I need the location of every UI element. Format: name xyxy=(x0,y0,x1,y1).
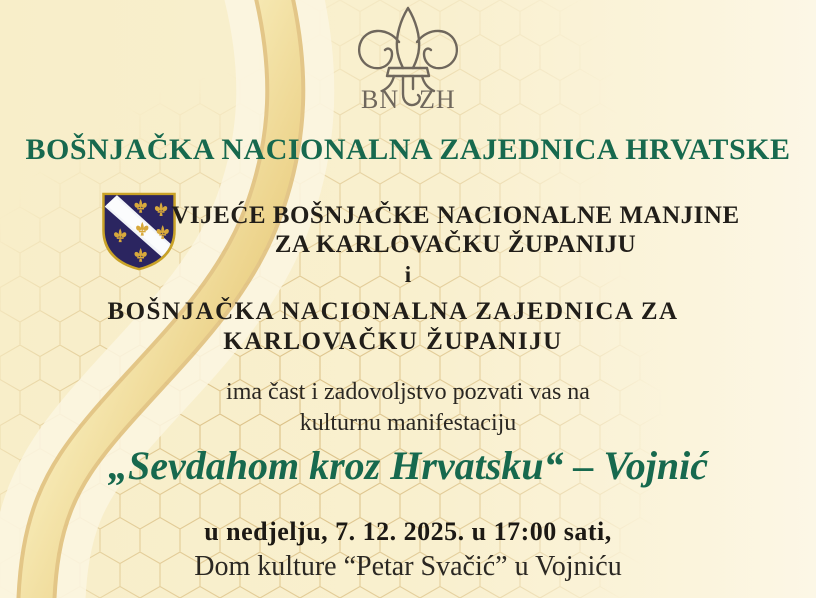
event-venue: Dom kulture “Petar Svačić” u Vojniću xyxy=(194,551,622,582)
council-name xyxy=(95,201,816,259)
invitation-line1: ima čast i zadovoljstvo pozvati vas na xyxy=(226,379,590,405)
event-datetime: u nedjelju, 7. 12. 2025. u 17:00 sati, xyxy=(204,517,612,546)
association-name-line1: BOŠNJAČKA NACIONALNA ZAJEDNICA ZA xyxy=(107,298,679,325)
bnzh-logo xyxy=(347,4,469,114)
association-name xyxy=(0,297,786,357)
invitation-text xyxy=(0,377,816,439)
logo-monogram-left: BN xyxy=(361,85,400,114)
council-name-line1: VIJEĆE BOŠNJAČKE NACIONALNE MANJINE xyxy=(171,202,740,229)
association-name-line2: KARLOVAČKU ŽUPANIJU xyxy=(223,328,563,355)
council-name-line2: ZA KARLOVAČKU ŽUPANIJU xyxy=(274,231,637,258)
organization-header: BOŠNJAČKA NACIONALNA ZAJEDNICA HRVATSKE xyxy=(25,133,791,166)
logo-monogram-right: ZH xyxy=(419,85,456,114)
invitation-line2: kulturnu manifestaciju xyxy=(299,410,517,436)
event-title: „Sevdahom kroz Hrvatsku“ – Vojnić xyxy=(107,443,709,488)
conjunction: i xyxy=(404,262,412,287)
